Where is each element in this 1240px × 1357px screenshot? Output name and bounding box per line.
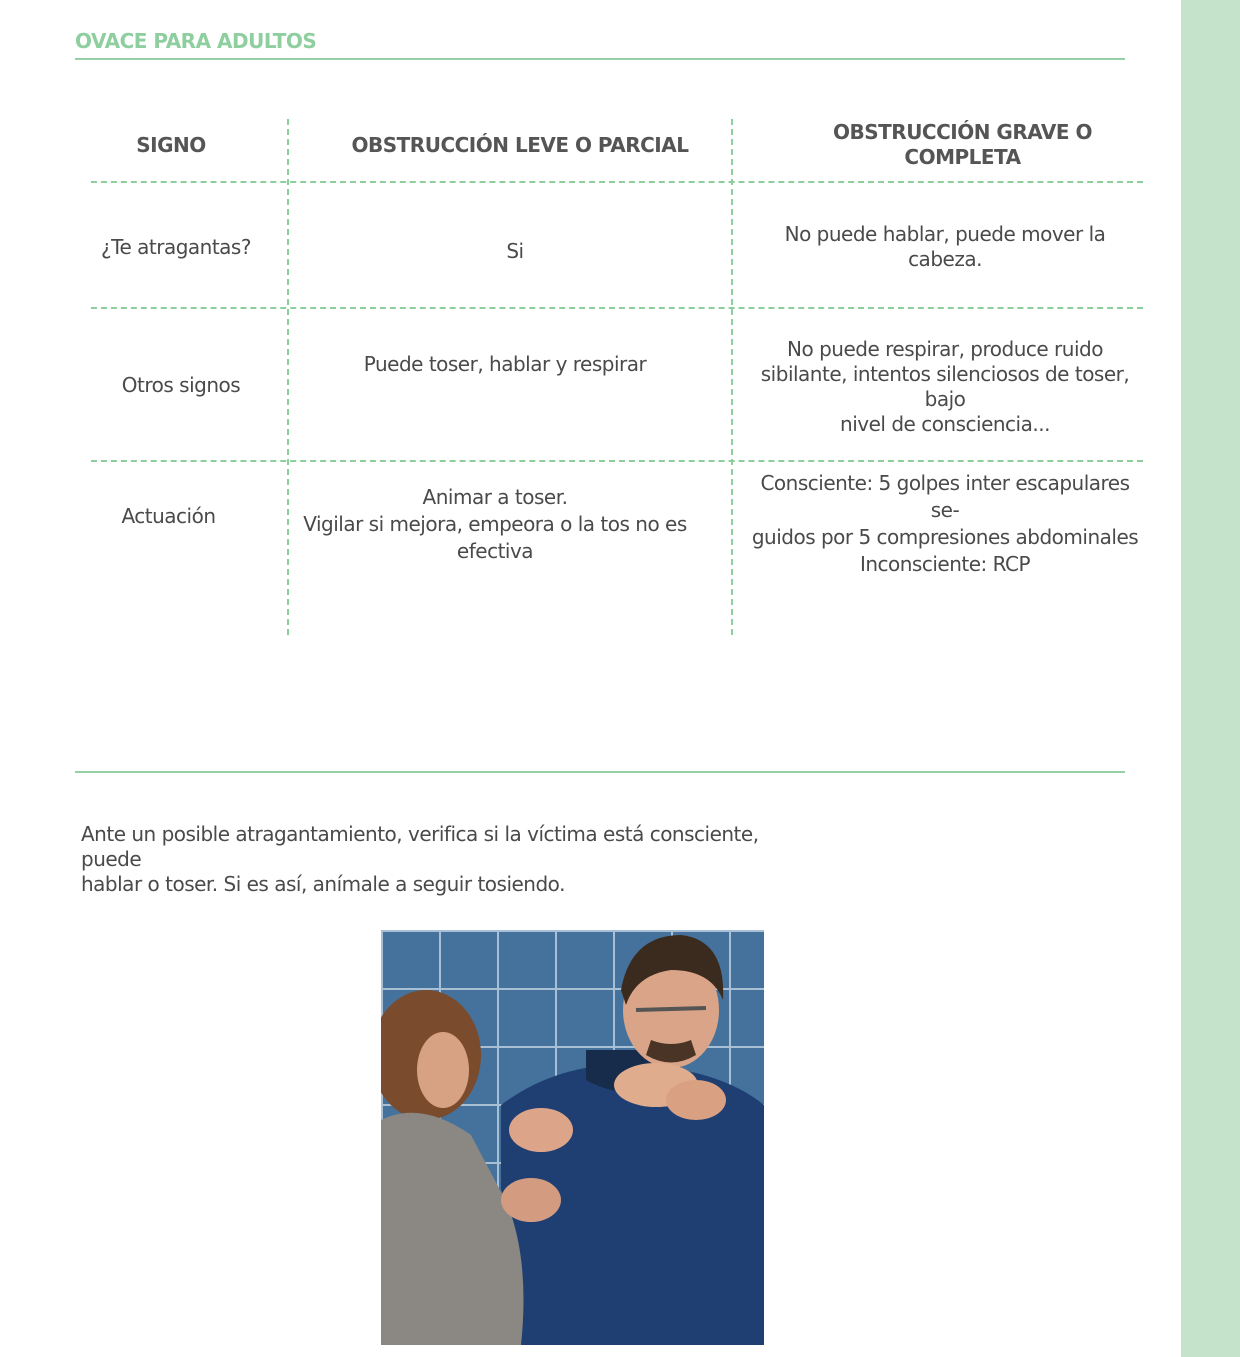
cell-line: No puede hablar, puede mover la cabeza. <box>784 222 1106 271</box>
title-rule <box>75 58 1125 60</box>
cell-line: efectiva <box>456 538 534 563</box>
cell-line: sibilante, intentos silenciosos de toser, bajo <box>760 362 1130 411</box>
cell-line: guidos por 5 compresiones abdominales <box>751 525 1139 549</box>
row-leve <box>300 234 730 268</box>
row-signo: Otros signos <box>121 372 241 397</box>
cell-line: Animar a toser. <box>422 484 568 509</box>
intro-paragraph <box>81 822 801 897</box>
section-title: OVACE PARA ADULTOS <box>75 29 317 53</box>
choking-victim-photo <box>381 930 764 1345</box>
intro-line: Ante un posible atragantamiento, verifica si la víctima está consciente, puede <box>81 822 759 871</box>
side-color-band <box>1181 0 1240 1357</box>
cell-line: No puede respirar, produce ruido <box>787 337 1103 361</box>
row-divider <box>91 460 1143 462</box>
row-leve <box>300 347 710 381</box>
header-signo: SIGNO <box>136 132 206 157</box>
row-signo: ¿Te atragantas? <box>101 234 251 259</box>
header-leve: OBSTRUCCIÓN LEVE O PARCIAL <box>351 132 689 157</box>
cell-line: Si <box>506 238 524 263</box>
header-grave: OBSTRUCCIÓN GRAVE O COMPLETA <box>833 120 1092 169</box>
cell-line: Vigilar si mejora, empeora o la tos no es <box>303 511 687 536</box>
row-grave <box>745 337 1145 436</box>
row-signo: Actuación <box>121 503 216 528</box>
column-divider <box>287 119 289 635</box>
row-grave <box>745 222 1145 271</box>
intro-line: hablar o toser. Si es así, anímale a seguir tosiendo. <box>81 872 565 896</box>
cell-line: Inconsciente: RCP <box>859 552 1031 576</box>
cell-line: Consciente: 5 golpes inter escapulares se- <box>760 471 1130 522</box>
cell-line: nivel de consciencia... <box>840 412 1050 436</box>
column-divider <box>731 119 733 635</box>
row-grave <box>745 471 1145 576</box>
row-divider <box>91 307 1143 309</box>
section-rule <box>75 771 1125 773</box>
row-leve <box>290 484 700 564</box>
row-divider <box>91 181 1143 183</box>
cell-line: Puede toser, hablar y respirar <box>363 351 647 376</box>
